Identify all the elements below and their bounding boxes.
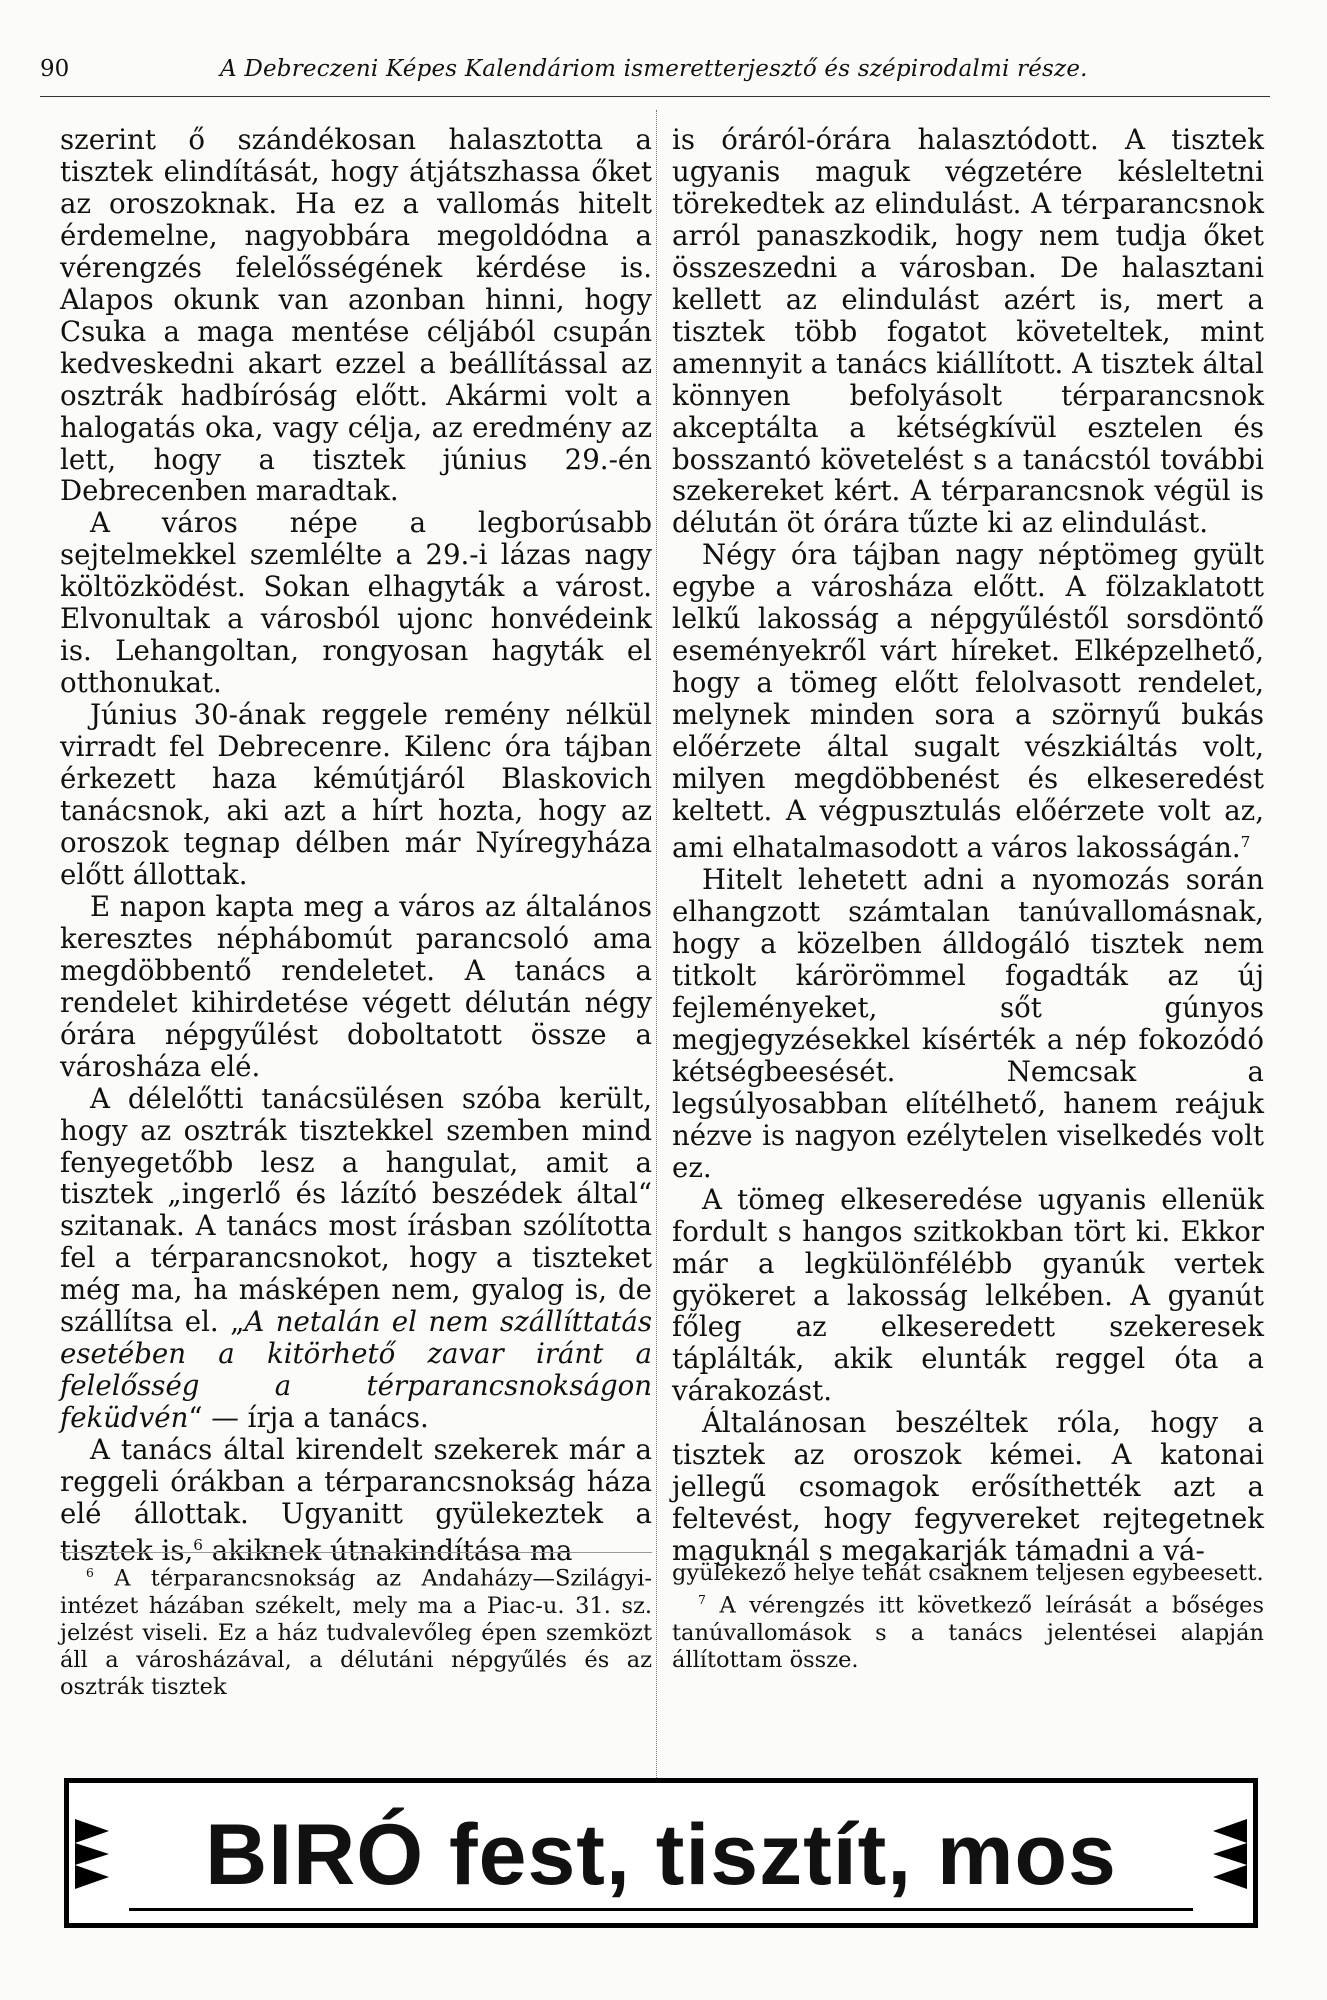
footnote-ref: 6: [193, 1535, 203, 1554]
page-header: [40, 50, 1240, 90]
paragraph: [60, 1083, 652, 1434]
ad-slogan: BIRÓ fest, tisztít, mos: [205, 1807, 1117, 1903]
footnote: [672, 1587, 1264, 1674]
footnote-continuation: gyülekező helye tehát csaknem teljesen egybeesett.: [672, 1560, 1264, 1586]
header-rule: [40, 96, 1270, 97]
footnote: [60, 1560, 652, 1701]
arrow-left-icon: [1213, 1819, 1247, 1889]
footnote-rule: [60, 1552, 652, 1553]
paragraph-text: A délelőtti tanácsülésen szóba került, hogy az osztrák tisztekkel szemben mind fenyegetőbb lesz a hangulat, amit a tisztek „ingerlő és lázító beszédek által“ szitanak. A tanács most írásban szólította fel a térparancsnokot, hogy a tiszteket még ma, ha másképen nem, gyalog is, de szállítsa el. „: [60, 1081, 652, 1339]
ad-underline: [129, 1908, 1193, 1911]
page-number: 90: [40, 56, 70, 82]
paragraph: Június 30-ának reggele remény nélkül virradt fel Debrecenre. Kilenc óra tájban érkezett haza kémútjáról Blaskovich tanácsnok, aki azt a hírt hozta, hogy az oroszok tegnap délben már Nyíregyháza előtt állottak.: [60, 698, 652, 891]
paragraph: szerint ő szándékosan halasztotta a tisztek elindítását, hogy átjátszhassa őket az oroszoknak. Ha ez a vallomás hitelt érdemelne, nagyobbára megoldódna a vérengzés felelősségének kérdése is. Alapos okunk van azonban hinni, hogy Csuka a maga mentése céljából csupán kedveskedni akart ezzel a beállítással az osztrák hadbíróság előtt. Akármi volt a halogatás oka, vagy célja, az eredmény az lett, hogy a tisztek június 29.-én Debrecenben maradtak.: [60, 123, 652, 508]
paragraph-text: “ — írja a tanács.: [188, 1401, 429, 1435]
footnote-text: A térparancsnokság az Andaházy—Szilágyi-intézet házában székelt, mely ma a Piac-u. 31. sz. jelzést viseli. Ez a ház tudvalevőleg épen szemközt áll a városházával, a délutáni népgyűlés és az osztrák tisztek: [60, 1565, 652, 1700]
running-title: A Debreczeni Képes Kalendáriom ismeretterjesztő és szépirodalmi része.: [220, 56, 1088, 82]
footnotes-right: [672, 1560, 1264, 1674]
right-column: [672, 124, 1264, 1567]
advertisement-banner: [64, 1778, 1258, 1928]
paragraph: E napon kapta meg a város az általános keresztes néphábomút parancsoló ama megdöbbentő rendeletet. A tanács a rendelet kihirdetése végett délután négy órára népgyűlést doboltatott össze a városháza elé.: [60, 889, 652, 1083]
paragraph: A tömeg elkeseredése ugyanis ellenük fordult s hangos szitkokban tört ki. Ekkor már a legkülönfélébb gyanúk vertek gyökeret a lakosság lelkében. A gyanút főleg az elkeseredett szekeresek táplálták, akik elunták reggel óta a várakozást.: [672, 1182, 1264, 1408]
paragraph-text: A tanács által kirendelt szekerek már a reggeli órákban a térparancsnokság háza elé állottak. Ugyanitt gyülekeztek a tisztek is,: [60, 1433, 652, 1568]
column-divider: [656, 110, 657, 1840]
paragraph: [672, 539, 1264, 864]
left-column: [60, 124, 652, 1567]
paragraph: is óráról-órára halasztódott. A tisztek ugyanis maguk végzetére késleltetni törekedtek az elindulást. A térparancsnok arról panaszkodik, hogy nem tudja őket összeszedni a városban. De halasztani kellett az elindulást azért is, mert a tisztek több fogatot követeltek, mint amennyit a tanács kiállított. A tisztek által könnyen befolyásolt térparancsnok akceptálta a kétségkívül esztelen és bosszantó követelést s a tanácstól további szekereket kért. A térparancsnok végül is délután öt órára tűzte ki az elindulást.: [672, 123, 1264, 540]
paragraph-text: akiknek útnakindítása ma: [202, 1534, 573, 1568]
footnote-number: 7: [698, 1593, 706, 1607]
footnote-ref: 7: [1240, 832, 1251, 851]
paragraph-text: Négy óra tájban nagy néptömeg gyült egybe a városháza előtt. A fölzaklatott lelkű lakosság a népgyűléstől sorsdöntő eseményekről várt híreket. Elképzelhető, hogy a tömeg előtt felolvasott rendelet, melynek minden sora a szörnyű bukás előérzete által sugalt vészkiáltás volt, milyen megdöbbenést és elkeseredést keltett. A végpusztulás előérzete volt az, ami elhatalmasodott a város lakosságán.: [672, 538, 1264, 865]
paragraph: A város népe a legborúsabb sejtelmekkel szemlélte a 29.-i lázas nagy költözködést. Sokan elhagyták a várost. Elvonultak a városból ujonc honvédeink is. Lehangoltan, rongyosan hagyták el otthonukat.: [60, 506, 652, 700]
paragraph: Hitelt lehetett adni a nyomozás során elhangzott számtalan tanúvallomásnak, hogy a közelben álldogáló tisztek nem titkolt kárörömmel fogadták az új fejleményeket, sőt gúnyos megjegyzésekkel kísérték a nép fokozódó kétségbeesését. Nemcsak a legsúlyosabban elítélhető, hanem reájuk nézve is nagyon ezélytelen viselkedés volt ez.: [672, 863, 1264, 1184]
paragraph: [60, 1434, 652, 1567]
quoted-decree: A netalán el nem szállíttatás esetében a kitörhető zavar iránt a felelősség a térparancsnokságon feküdvén: [60, 1305, 653, 1435]
footnote-text: A vérengzés itt következő leírását a bőséges tanúvallomások s a tanács jelentései alapján állítottam össze.: [672, 1592, 1264, 1673]
footnote-number: 6: [86, 1566, 94, 1580]
footnotes-left: [60, 1560, 652, 1701]
paragraph: Általánosan beszéltek róla, hogy a tisztek az oroszok kémei. A katonai jellegű csomagok erősíthették azt a feltevést, hogy fegyvereket rejtegetnek maguknál s megakarják támadni a vá-: [672, 1406, 1264, 1568]
